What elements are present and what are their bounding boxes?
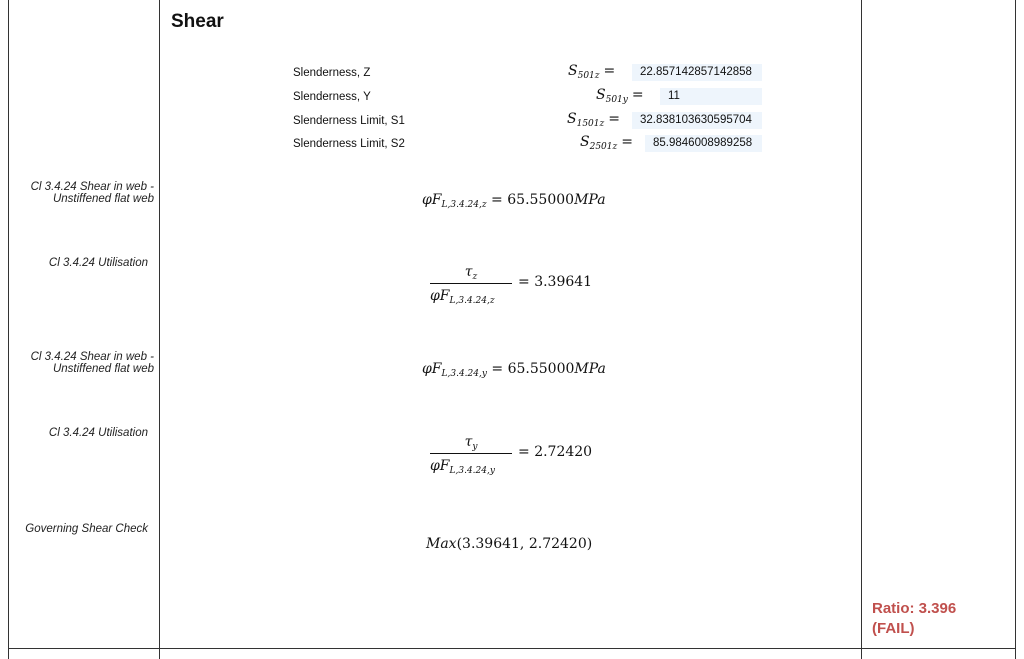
- right-border: [1015, 0, 1016, 659]
- param-label: Slenderness Limit, S1: [293, 115, 405, 127]
- row-bottom-border: [8, 648, 1016, 649]
- param-label: Slenderness, Z: [293, 67, 371, 79]
- fail-status: (FAIL): [872, 620, 915, 637]
- ratio-result: [872, 599, 956, 639]
- param-label: Slenderness, Y: [293, 91, 371, 103]
- formula-shear-capacity-z: $\varphi F_{L,3.4.24,z} = 65.55000MPa$: [422, 192, 606, 210]
- fraction-numerator: $\tau_y$: [464, 434, 478, 452]
- param-symbol: $S_{1501z}$ =: [567, 111, 620, 129]
- fraction-bar: [430, 283, 512, 284]
- formula-utilisation-y: [430, 434, 593, 480]
- ratio-value: Ratio: 3.396: [872, 600, 957, 617]
- formula-governing-max: Max(3.39641, 2.72420): [426, 536, 593, 552]
- param-value: 85.9846008989258: [645, 135, 762, 152]
- param-value: 11: [660, 88, 762, 105]
- result-column-divider: [861, 0, 862, 659]
- section-title: Shear: [171, 11, 224, 32]
- clause-label-shear-y: Cl 3.4.24 Shear in web - Unstiffened flat web: [30, 351, 154, 375]
- left-border: [8, 0, 9, 659]
- clause-label-utilisation-y: Cl 3.4.24 Utilisation: [48, 427, 148, 439]
- param-value: 32.838103630595704: [632, 112, 762, 129]
- param-symbol: $S_{501y}$ =: [596, 87, 644, 105]
- utilisation-result: = 2.72420: [518, 444, 593, 460]
- clause-label-shear-z: Cl 3.4.24 Shear in web - Unstiffened flat web: [30, 181, 154, 205]
- clause-label-governing: Governing Shear Check: [25, 523, 148, 535]
- fraction-denominator: $\varphi F_{L,3.4.24,z}$: [430, 288, 495, 306]
- utilisation-result: = 3.39641: [518, 274, 593, 290]
- fraction-bar: [430, 453, 512, 454]
- clause-label-utilisation-z: Cl 3.4.24 Utilisation: [48, 257, 148, 269]
- label-column-divider: [159, 0, 160, 659]
- fraction-denominator: $\varphi F_{L,3.4.24,y}$: [430, 458, 495, 476]
- param-label: Slenderness Limit, S2: [293, 138, 405, 150]
- param-symbol: $S_{2501z}$ =: [580, 134, 633, 152]
- param-value: 22.857142857142858: [632, 64, 762, 81]
- fraction-numerator: $\tau_z$: [464, 264, 478, 282]
- formula-utilisation-z: [430, 264, 593, 310]
- param-symbol: $S_{501z}$ =: [568, 63, 616, 81]
- formula-shear-capacity-y: $\varphi F_{L,3.4.24,y} = 65.55000MPa$: [422, 361, 606, 379]
